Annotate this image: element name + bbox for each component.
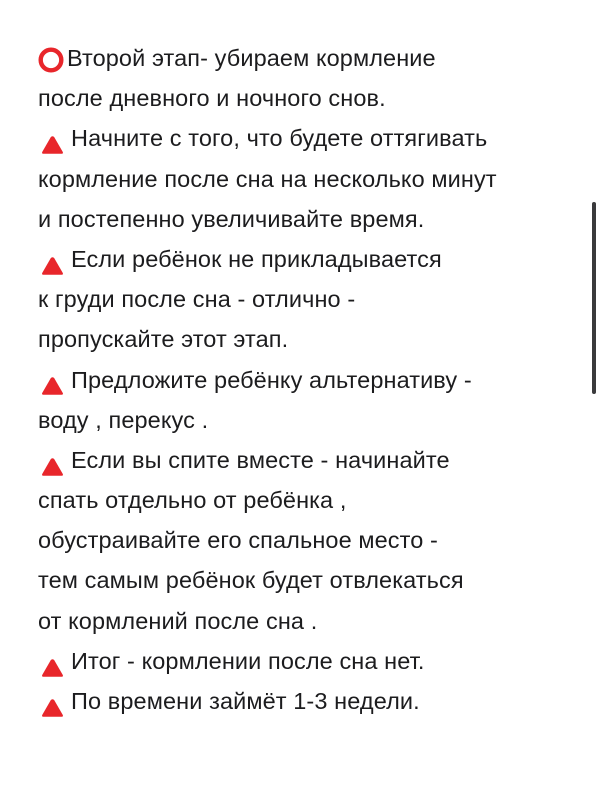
text-line — [38, 681, 590, 721]
text-line — [38, 400, 590, 440]
line-text: Начните с того, что будете оттягивать — [71, 125, 488, 152]
text-line — [38, 440, 590, 480]
red-triangle-icon — [41, 127, 64, 147]
vertical-scrollbar[interactable] — [592, 202, 596, 394]
text-line — [38, 319, 590, 359]
line-text: Итог - кормлении после сна нет. — [71, 647, 425, 674]
red-triangle-icon — [41, 368, 64, 388]
hollow-red-circle-icon — [38, 45, 64, 71]
text-line — [38, 38, 590, 78]
line-text: тем самым ребёнок будет отвлекаться — [38, 567, 464, 594]
line-text: после дневного и ночного снов. — [38, 85, 386, 112]
text-line — [38, 520, 590, 560]
line-text: Предложите ребёнку альтернативу - — [71, 366, 472, 393]
red-triangle-icon — [41, 650, 64, 670]
text-line — [38, 199, 590, 239]
text-line — [38, 279, 590, 319]
line-text: По времени займёт 1-3 недели. — [71, 688, 420, 714]
text-line — [38, 480, 590, 520]
red-triangle-icon — [41, 449, 64, 469]
line-text: к груди после сна - отлично - — [38, 286, 356, 313]
line-text: спать отдельно от ребёнка , — [38, 487, 347, 514]
text-line — [38, 239, 590, 279]
line-text: и постепенно увеличивайте время. — [38, 205, 425, 232]
text-line — [38, 118, 590, 158]
text-line — [38, 641, 590, 681]
red-triangle-icon — [41, 690, 64, 710]
line-text: Второй этап- убираем кормление — [67, 45, 436, 71]
line-text: обустраивайте его спальное место - — [38, 527, 438, 554]
text-line — [38, 560, 590, 600]
red-triangle-icon — [41, 248, 64, 268]
line-text: кормление после сна на несколько минут — [38, 165, 497, 192]
line-text: от кормлений после сна . — [38, 607, 318, 634]
line-text: Если ребёнок не прикладывается — [71, 245, 442, 272]
note-body — [38, 38, 590, 721]
text-line — [38, 601, 590, 641]
text-line — [38, 159, 590, 199]
line-text: пропускайте этот этап. — [38, 326, 289, 353]
text-line — [38, 78, 590, 118]
text-line — [38, 360, 590, 400]
line-text: Если вы спите вместе - начинайте — [71, 446, 450, 473]
line-text: воду , перекус . — [38, 406, 209, 433]
